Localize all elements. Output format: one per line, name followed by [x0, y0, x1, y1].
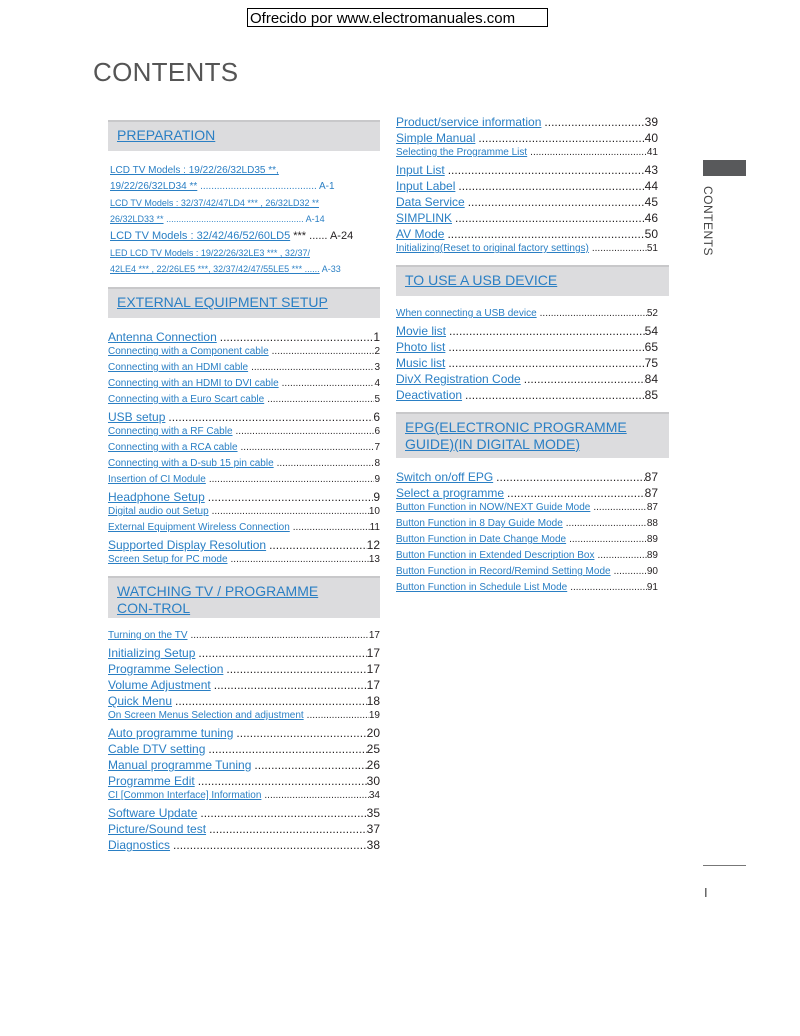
toc-entry[interactable] — [108, 678, 380, 694]
toc-leader-dots — [277, 458, 375, 469]
toc-entry-title[interactable]: 19/22/26/32LD34 ** — [110, 181, 198, 192]
toc-entry[interactable] — [396, 582, 658, 598]
toc-leader-dots — [597, 550, 646, 561]
toc-entry[interactable] — [396, 356, 658, 372]
toc-leader-dots — [569, 534, 647, 545]
watching-tv-list — [108, 630, 380, 854]
toc-leader-dots — [254, 758, 366, 772]
toc-entry[interactable] — [396, 115, 658, 131]
toc-entry-title[interactable]: Deactivation — [396, 388, 463, 402]
toc-entry-page: 45 — [644, 195, 658, 209]
toc-leader-dots — [507, 486, 645, 500]
toc-entry-title[interactable]: Connecting with a Euro Scart cable — [108, 394, 265, 405]
toc-entry-title[interactable]: Connecting with an HDMI to DVI cable — [108, 378, 279, 389]
toc-leader-dots — [468, 195, 645, 209]
toc-entry[interactable] — [396, 486, 658, 502]
toc-entry-page: 5 — [374, 394, 380, 405]
toc-leader-dots — [448, 163, 645, 177]
toc-entry[interactable] — [108, 726, 380, 742]
toc-entry[interactable] — [396, 372, 658, 388]
section-header-external-equipment — [108, 287, 380, 318]
external-equipment-list — [108, 330, 380, 570]
toc-entry-title[interactable]: Insertion of CI Module — [108, 474, 206, 485]
toc-entry-page: 17 — [368, 630, 380, 641]
toc-entry-page: 35 — [366, 806, 380, 820]
toc-leader-dots — [173, 838, 367, 852]
toc-entry-page: 30 — [366, 774, 380, 788]
toc-leader-dots — [208, 742, 366, 756]
toc-entry-title[interactable]: Button Function in NOW/NEXT Guide Mode — [396, 502, 591, 513]
usb-device-list — [396, 308, 658, 404]
toc-entry-title[interactable]: Connecting with a RF Cable — [108, 426, 233, 437]
toc-leader-dots — [448, 340, 644, 354]
toc-leader-dots — [307, 710, 369, 721]
toc-entry[interactable] — [108, 506, 380, 522]
toc-entry-page: 41 — [646, 147, 658, 158]
toc-entry-title[interactable]: AV Mode — [396, 227, 445, 241]
toc-entry[interactable] — [396, 502, 658, 518]
page-title: CONTENTS — [93, 57, 239, 87]
toc-entry-title[interactable]: Programme Edit — [108, 774, 195, 788]
toc-entry-title[interactable]: On Screen Menus Selection and adjustment — [108, 710, 304, 721]
toc-entry-title[interactable]: Data Service — [396, 195, 465, 209]
toc-leader-dots — [566, 518, 647, 529]
toc-entry[interactable] — [396, 308, 658, 324]
toc-entry-title[interactable]: Connecting with a Component cable — [108, 346, 269, 357]
toc-entry-page: 87 — [646, 502, 658, 513]
toc-entry-page: 46 — [644, 211, 658, 225]
toc-entry-title[interactable]: Manual programme Tuning — [108, 758, 252, 772]
toc-entry[interactable] — [396, 340, 658, 356]
toc-leader-dots — [544, 115, 644, 129]
toc-entry[interactable] — [396, 566, 658, 582]
right-column — [396, 115, 658, 598]
toc-entry[interactable] — [108, 742, 380, 758]
toc-entry-title[interactable]: External Equipment Wireless Connection — [108, 522, 290, 533]
toc-entry[interactable]: LCD TV Models : 32/37/42/47LD4 *** , 26/32LD32 ** 26/32LD33 ** ....................................................... A-14 — [110, 198, 325, 224]
toc-entry-page: 85 — [644, 388, 658, 402]
toc-leader-dots — [236, 726, 366, 740]
toc-entry-page: 84 — [644, 372, 658, 386]
toc-entry-page: 90 — [646, 566, 658, 577]
toc-entry-title[interactable]: Digital audio out Setup — [108, 506, 209, 517]
toc-entry-title[interactable]: Music list — [396, 356, 446, 370]
toc-leader-dots — [293, 522, 370, 533]
toc-entry-page: 89 — [646, 550, 658, 561]
toc-entry-page: 65 — [644, 340, 658, 354]
toc-entry-title[interactable]: Headphone Setup — [108, 490, 205, 504]
toc-entry-title[interactable]: Quick Menu — [108, 694, 173, 708]
toc-entry-title[interactable]: Input Label — [396, 179, 456, 193]
left-column — [108, 120, 380, 854]
toc-entry-title[interactable]: LCD TV Models : 32/37/42/47LD4 *** , 26/32LD32 ** — [110, 198, 319, 208]
toc-entry-page: 4 — [374, 378, 380, 389]
toc-entry-title[interactable]: When connecting a USB device — [396, 308, 537, 319]
toc-entry[interactable] — [108, 378, 380, 394]
toc-leader-dots — [455, 211, 645, 225]
toc-entry[interactable] — [108, 362, 380, 378]
toc-entry[interactable] — [108, 346, 380, 362]
toc-entry-title[interactable]: Connecting with an HDMI cable — [108, 362, 249, 373]
toc-entry[interactable] — [108, 394, 380, 410]
toc-entry-page: 88 — [646, 518, 658, 529]
section-header-usb-device — [396, 265, 669, 296]
toc-leader-dots — [524, 372, 645, 386]
toc-entry-page: 17 — [366, 662, 380, 676]
toc-entry-page: 13 — [368, 554, 380, 565]
toc-leader-dots — [465, 388, 645, 402]
toc-entry[interactable] — [396, 324, 658, 340]
toc-leader-dots — [209, 474, 375, 485]
toc-entry-page: 6 — [373, 410, 380, 424]
toc-entry[interactable] — [108, 330, 380, 346]
toc-entry-title[interactable]: DivX Registration Code — [396, 372, 521, 386]
section-header-watching-tv — [108, 576, 380, 618]
toc-leader-dots — [570, 582, 647, 593]
epg-list — [396, 470, 658, 598]
toc-entry-page: 34 — [368, 790, 380, 801]
toc-entry-dots: *** ...... — [293, 230, 328, 242]
toc-entry-title[interactable]: Photo list — [396, 340, 446, 354]
section-link-preparation[interactable]: PREPARATION — [117, 127, 216, 143]
toc-entry[interactable] — [108, 758, 380, 774]
section-link-external-equipment[interactable]: EXTERNAL EQUIPMENT SETUP — [117, 294, 328, 310]
toc-entry[interactable] — [108, 490, 380, 506]
toc-entry[interactable] — [108, 474, 380, 490]
toc-leader-dots — [198, 646, 366, 660]
toc-entry-title[interactable]: Product/service information — [396, 115, 542, 129]
toc-entry-title[interactable]: Picture/Sound test — [108, 822, 207, 836]
toc-entry[interactable] — [108, 662, 380, 678]
toc-entry-page: 87 — [644, 470, 658, 484]
toc-entry-page: 75 — [644, 356, 658, 370]
toc-entry-page: 19 — [368, 710, 380, 721]
toc-entry[interactable] — [396, 470, 658, 486]
toc-entry-title[interactable]: SIMPLINK — [396, 211, 453, 225]
toc-entry-page: 17 — [366, 678, 380, 692]
toc-leader-dots — [175, 694, 367, 708]
toc-entry-page: 9 — [373, 490, 380, 504]
toc-leader-dots — [226, 662, 366, 676]
toc-entry[interactable] — [396, 227, 658, 243]
toc-entry-title[interactable]: Connecting with a D-sub 15 pin cable — [108, 458, 274, 469]
toc-entry-title[interactable]: LED LCD TV Models : 19/22/26/32LE3 *** , 32/37/ — [110, 248, 310, 258]
section-link-usb-device[interactable]: TO USE A USB DEVICE — [405, 272, 558, 288]
toc-entry[interactable] — [108, 630, 380, 646]
toc-entry[interactable] — [396, 534, 658, 550]
toc-entry-page: 44 — [644, 179, 658, 193]
toc-entry-page: 12 — [366, 538, 380, 552]
toc-entry-title[interactable]: Diagnostics — [108, 838, 171, 852]
toc-entry[interactable] — [396, 163, 658, 179]
toc-entry[interactable] — [108, 710, 380, 726]
toc-entry-title[interactable]: Volume Adjustment — [108, 678, 211, 692]
toc-entry-page: 6 — [374, 426, 380, 437]
toc-entry-title[interactable]: USB setup — [108, 410, 166, 424]
toc-entry-page: A-24 — [329, 230, 354, 242]
toc-entry[interactable] — [396, 179, 658, 195]
toc-entry[interactable] — [108, 790, 380, 806]
toc-entry-page: 3 — [374, 362, 380, 373]
toc-entry[interactable] — [396, 131, 658, 147]
toc-entry-page: 39 — [644, 115, 658, 129]
toc-leader-dots — [449, 324, 645, 338]
toc-entry-title[interactable]: Auto programme tuning — [108, 726, 234, 740]
toc-entry[interactable] — [108, 694, 380, 710]
toc-entry-page: A-33 — [321, 264, 341, 274]
toc-entry-title[interactable]: Initializing(Reset to original factory settings) — [396, 243, 589, 254]
toc-leader-dots — [236, 426, 375, 437]
toc-entry-title[interactable]: Button Function in 8 Day Guide Mode — [396, 518, 563, 529]
toc-entry-title[interactable]: 42LE4 *** , 22/26LE5 ***, 32/37/42/47/55LE5 *** ...... — [110, 264, 320, 274]
toc-entry[interactable] — [396, 550, 658, 566]
toc-entry-page: 9 — [374, 474, 380, 485]
toc-entry-page: 25 — [366, 742, 380, 756]
toc-entry-title[interactable]: CI [Common Interface] Information — [108, 790, 262, 801]
toc-entry[interactable] — [396, 147, 658, 163]
toc-entry-title[interactable]: Button Function in Date Change Mode — [396, 534, 567, 545]
toc-entry-page: 40 — [644, 131, 658, 145]
toc-entry-title[interactable]: Button Function in Schedule List Mode — [396, 582, 568, 593]
toc-entry[interactable] — [108, 838, 380, 854]
toc-leader-dots — [458, 179, 644, 193]
toc-entry-page: 52 — [646, 308, 658, 319]
toc-leader-dots — [592, 243, 647, 254]
toc-leader-dots — [191, 630, 369, 641]
toc-leader-dots — [496, 470, 644, 484]
toc-entry-page: 17 — [366, 646, 380, 660]
toc-leader-dots — [231, 554, 369, 565]
toc-leader-dots — [447, 227, 644, 241]
toc-entry-page: 89 — [646, 534, 658, 545]
toc-leader-dots — [540, 308, 647, 319]
toc-entry-page: 18 — [366, 694, 380, 708]
footer-rule — [703, 865, 746, 866]
toc-entry[interactable] — [108, 458, 380, 474]
source-banner: Ofrecido por www.electromanuales.com — [247, 8, 548, 27]
toc-entry-title[interactable]: Connecting with a RCA cable — [108, 442, 238, 453]
toc-leader-dots — [198, 774, 367, 788]
toc-entry-title[interactable]: LCD TV Models : 19/22/26/32LD35 **, — [110, 165, 279, 176]
toc-entry-page: 38 — [366, 838, 380, 852]
toc-entry-page: 11 — [369, 522, 380, 533]
toc-entry[interactable] — [108, 774, 380, 790]
toc-entry[interactable] — [108, 410, 380, 426]
page-number: I — [704, 885, 708, 900]
toc-entry[interactable] — [108, 538, 380, 554]
toc-entry[interactable]: LCD TV Models : 19/22/26/32LD35 **, 19/22/26/32LD34 ** .......................................... A-1 — [110, 165, 335, 192]
section-link-watching-tv[interactable]: WATCHING TV / PROGRAMME CON-TROL — [117, 583, 319, 616]
toc-leader-dots — [593, 502, 647, 513]
toc-entry-page: 10 — [368, 506, 380, 517]
contents-tab-marker — [703, 160, 746, 176]
toc-entry-page: 26 — [366, 758, 380, 772]
toc-entry-title[interactable]: Button Function in Extended Description Box — [396, 550, 595, 561]
toc-entry-page: 1 — [373, 330, 380, 344]
toc-entry-page: 8 — [374, 458, 380, 469]
continued-list — [396, 115, 658, 259]
toc-entry-title[interactable]: Supported Display Resolution — [108, 538, 267, 552]
toc-entry-title[interactable]: Movie list — [396, 324, 447, 338]
toc-entry-title[interactable]: Initializing Setup — [108, 646, 196, 660]
toc-entry[interactable] — [108, 822, 380, 838]
toc-leader-dots — [168, 410, 373, 424]
toc-entry-title[interactable]: Button Function in Record/Remind Setting Mode — [396, 566, 611, 577]
toc-leader-dots — [241, 442, 375, 453]
toc-entry-title[interactable]: Switch on/off EPG — [396, 470, 494, 484]
toc-entry-title[interactable]: Software Update — [108, 806, 198, 820]
toc-leader-dots — [208, 490, 374, 504]
toc-entry-page: 2 — [374, 346, 380, 357]
toc-entry[interactable] — [396, 211, 658, 227]
toc-leader-dots — [200, 806, 366, 820]
toc-entry-title[interactable]: Simple Manual — [396, 131, 476, 145]
toc-entry[interactable] — [110, 227, 380, 245]
toc-leader-dots — [220, 330, 374, 344]
toc-leader-dots — [614, 566, 647, 577]
toc-entry-page: A-1 — [319, 181, 335, 192]
toc-entry[interactable] — [108, 522, 380, 538]
toc-entry[interactable] — [396, 195, 658, 211]
toc-entry[interactable] — [108, 426, 380, 442]
toc-entry[interactable] — [108, 442, 380, 458]
toc-leader-dots — [267, 394, 374, 405]
toc-entry[interactable] — [108, 554, 380, 570]
toc-entry-title[interactable]: 26/32LD33 ** — [110, 214, 164, 224]
toc-entry-page: 91 — [646, 582, 658, 593]
toc-entry[interactable] — [396, 243, 658, 259]
toc-leader-dots — [282, 378, 375, 389]
toc-entry[interactable] — [108, 806, 380, 822]
toc-leader-dots — [530, 147, 647, 158]
toc-entry-page: 54 — [644, 324, 658, 338]
section-header-epg — [396, 412, 669, 458]
section-header-preparation — [108, 120, 380, 151]
toc-leader-dots — [269, 538, 367, 552]
toc-entry-page: 7 — [374, 442, 380, 453]
toc-entry[interactable] — [110, 245, 380, 277]
toc-leader-dots — [214, 678, 367, 692]
toc-leader-dots — [209, 822, 367, 836]
preparation-list — [110, 163, 380, 277]
section-link-epg[interactable]: EPG(ELECTRONIC PROGRAMME GUIDE)(IN DIGITAL MODE) — [405, 419, 627, 452]
toc-leader-dots — [272, 346, 375, 357]
toc-entry-page: A-14 — [305, 214, 325, 224]
toc-entry-title[interactable]: Programme Selection — [108, 662, 224, 676]
toc-entry-page: 87 — [644, 486, 658, 500]
toc-entry-page: 20 — [366, 726, 380, 740]
toc-leader-dots — [251, 362, 374, 373]
toc-entry-title[interactable]: Select a programme — [396, 486, 505, 500]
toc-entry-page: 51 — [646, 243, 658, 254]
toc-leader-dots — [478, 131, 644, 145]
toc-entry[interactable] — [396, 518, 658, 534]
toc-entry-title[interactable]: Selecting the Programme List — [396, 147, 528, 158]
toc-entry[interactable] — [396, 388, 658, 404]
toc-entry-title[interactable]: Cable DTV setting — [108, 742, 206, 756]
side-tab-label: CONTENTS — [701, 186, 715, 256]
toc-leader-dots — [212, 506, 369, 517]
toc-entry-title[interactable]: Input List — [396, 163, 445, 177]
toc-entry[interactable] — [108, 646, 380, 662]
toc-leader-dots — [448, 356, 644, 370]
toc-entry-page: 50 — [644, 227, 658, 241]
toc-entry-title[interactable]: Antenna Connection — [108, 330, 217, 344]
toc-entry-title[interactable]: Screen Setup for PC mode — [108, 554, 228, 565]
toc-entry-title[interactable]: LCD TV Models : 32/42/46/52/60LD5 — [110, 230, 291, 242]
toc-entry-page: 43 — [644, 163, 658, 177]
toc-entry-title[interactable]: Turning on the TV — [108, 630, 188, 641]
toc-leader-dots — [264, 790, 368, 801]
toc-entry-page: 37 — [366, 822, 380, 836]
